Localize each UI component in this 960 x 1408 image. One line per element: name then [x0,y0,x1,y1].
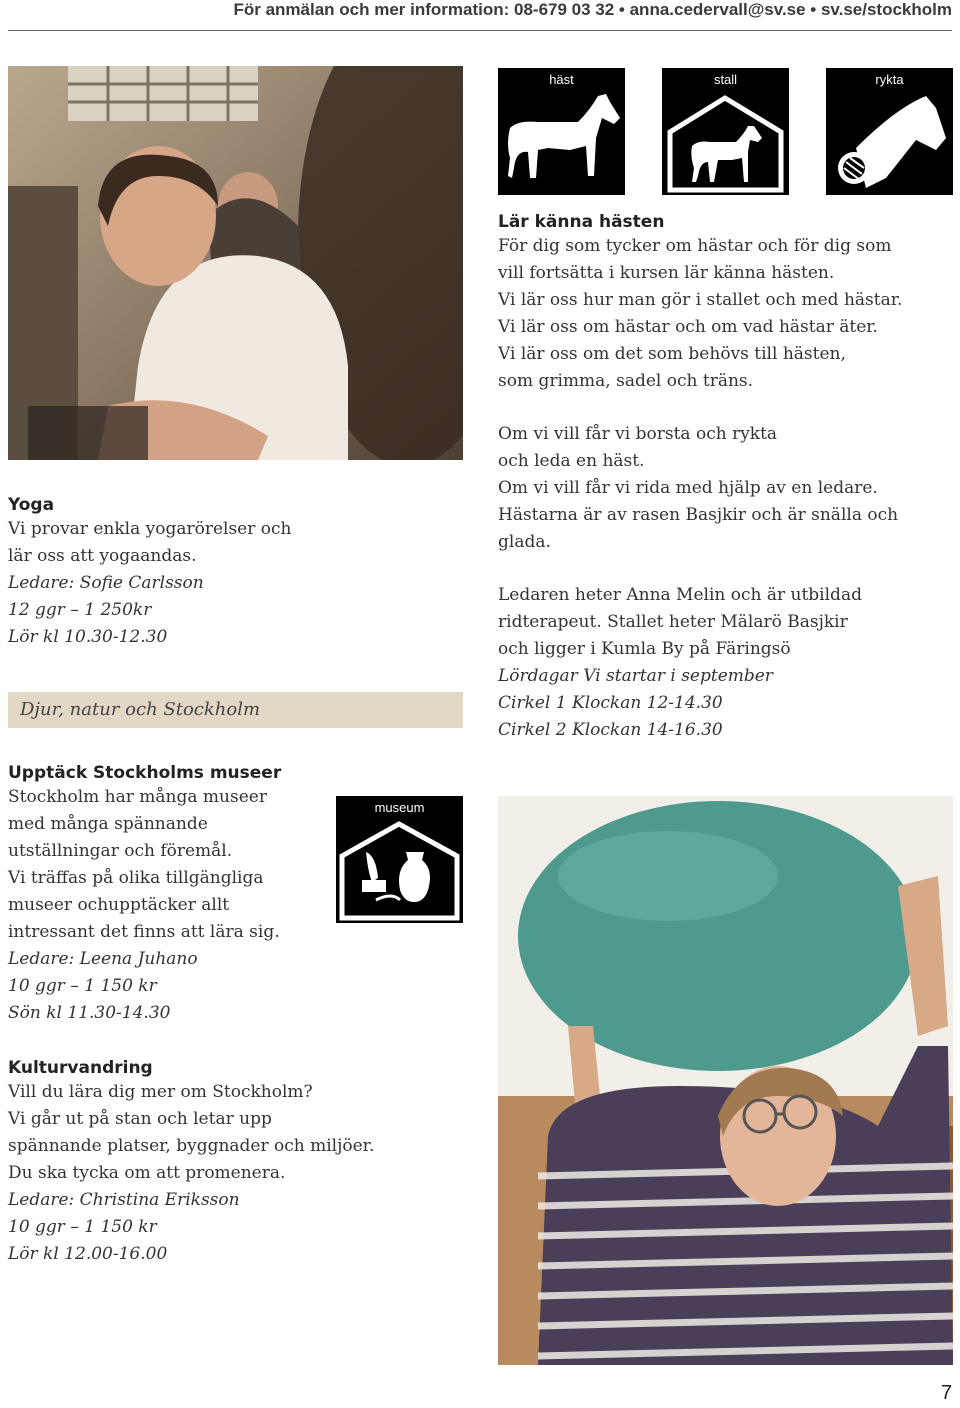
text-line: och ligger i Kumla By på Färingsö [498,639,791,659]
horse-course-leader [498,582,953,744]
culture-walk-price: 10 ggr – 1 150 kr [8,1217,157,1237]
text-line: spännande platser, byggnader och miljöer. [8,1136,375,1156]
culture-walk-leader: Ledare: Christina Eriksson [8,1190,240,1210]
page-header [0,0,960,26]
schedule-line: Cirkel 2 Klockan 14-16.30 [498,720,723,740]
text-line: För dig som tycker om hästar och för dig som [498,236,892,256]
horse-course [498,211,953,744]
horse-pictogram [498,68,625,195]
yoga-course [8,494,458,651]
museum-price: 10 ggr – 1 150 kr [8,976,157,996]
grooming-pictogram-label: rykta [875,72,904,87]
museum-description [8,784,328,1027]
museum-time: Sön kl 11.30-14.30 [8,1003,171,1023]
museum-pictogram-label: museum [374,800,425,815]
text-line: Vi går ut på stan och letar upp [8,1109,272,1129]
museum-leader: Ledare: Leena Juhano [8,949,198,969]
text-line: Du ska tycka om att promenera. [8,1163,286,1183]
text-line: lär oss att yogaandas. [8,546,197,566]
culture-walk-time: Lör kl 12.00-16.00 [8,1244,168,1264]
schedule-line: Lördagar Vi startar i september [498,666,773,686]
stable-icon [662,88,789,195]
text-line: Vi lär oss hur man gör i stallet och med hästar. [498,290,903,310]
culture-walk-description [8,1079,468,1268]
horse-course-activities [498,421,953,556]
horse-course-title: Lär känna hästen [498,212,665,232]
contact-info: För anmälan och mer information: 08-679 03 32 • anna.cedervall@sv.se • sv.se/stockholm [233,0,952,19]
museum-pictogram [336,796,463,923]
text-line: museer ochupptäcker allt [8,895,230,915]
yoga-time: Lör kl 10.30-12.30 [8,627,168,647]
text-line: Om vi vill får vi borsta och rykta [498,424,778,444]
section-title: Djur, natur och Stockholm [20,699,261,720]
yoga-leader: Ledare: Sofie Carlsson [8,573,204,593]
horse-pictogram-label: häst [549,72,574,87]
horse-icon [498,88,625,195]
yoga-description [8,516,458,651]
text-line: utställningar och föremål. [8,841,233,861]
section-heading-band [8,692,463,728]
text-line: som grimma, sadel och träns. [498,371,754,391]
text-line: Hästarna är av rasen Basjkir och är snälla och [498,505,899,525]
text-line: Stockholm har många museer [8,787,267,807]
grooming-icon [826,88,953,195]
schedule-line: Cirkel 1 Klockan 12-14.30 [498,693,723,713]
yoga-title: Yoga [8,495,55,515]
culture-walk-course [8,1057,468,1268]
page-number: 7 [940,1382,952,1404]
exercise-ball-photo [498,796,953,1365]
text-line: Ledaren heter Anna Melin och är utbildad [498,585,862,605]
text-line: och leda en häst. [498,451,645,471]
text-line: glada. [498,532,551,552]
yoga-class-photo [8,66,463,460]
text-line: Om vi vill får vi rida med hjälp av en ledare. [498,478,878,498]
museum-icon [336,816,463,923]
yoga-price: 12 ggr – 1 250kr [8,600,152,620]
horse-course-intro [498,233,953,395]
text-line: med många spännande [8,814,208,834]
text-line: ridterapeut. Stallet heter Mälarö Basjkir [498,612,848,632]
text-line: Vi träffas på olika tillgängliga [8,868,264,888]
header-divider [8,30,952,31]
museum-course [8,762,328,1027]
text-line: Vi provar enkla yogarörelser och [8,519,292,539]
grooming-pictogram [826,68,953,195]
text-line: vill fortsätta i kursen lär känna hästen. [498,263,835,283]
text-line: intressant det finns att lära sig. [8,922,280,942]
text-line: Vi lär oss om hästar och om vad hästar äter. [498,317,878,337]
stable-pictogram-label: stall [713,72,738,87]
culture-walk-title: Kulturvandring [8,1058,153,1078]
museum-title: Upptäck Stockholms museer [8,763,282,783]
text-line: Vi lär oss om det som behövs till hästen, [498,344,846,364]
text-line: Vill du lära dig mer om Stockholm? [8,1082,313,1102]
stable-pictogram [662,68,789,195]
